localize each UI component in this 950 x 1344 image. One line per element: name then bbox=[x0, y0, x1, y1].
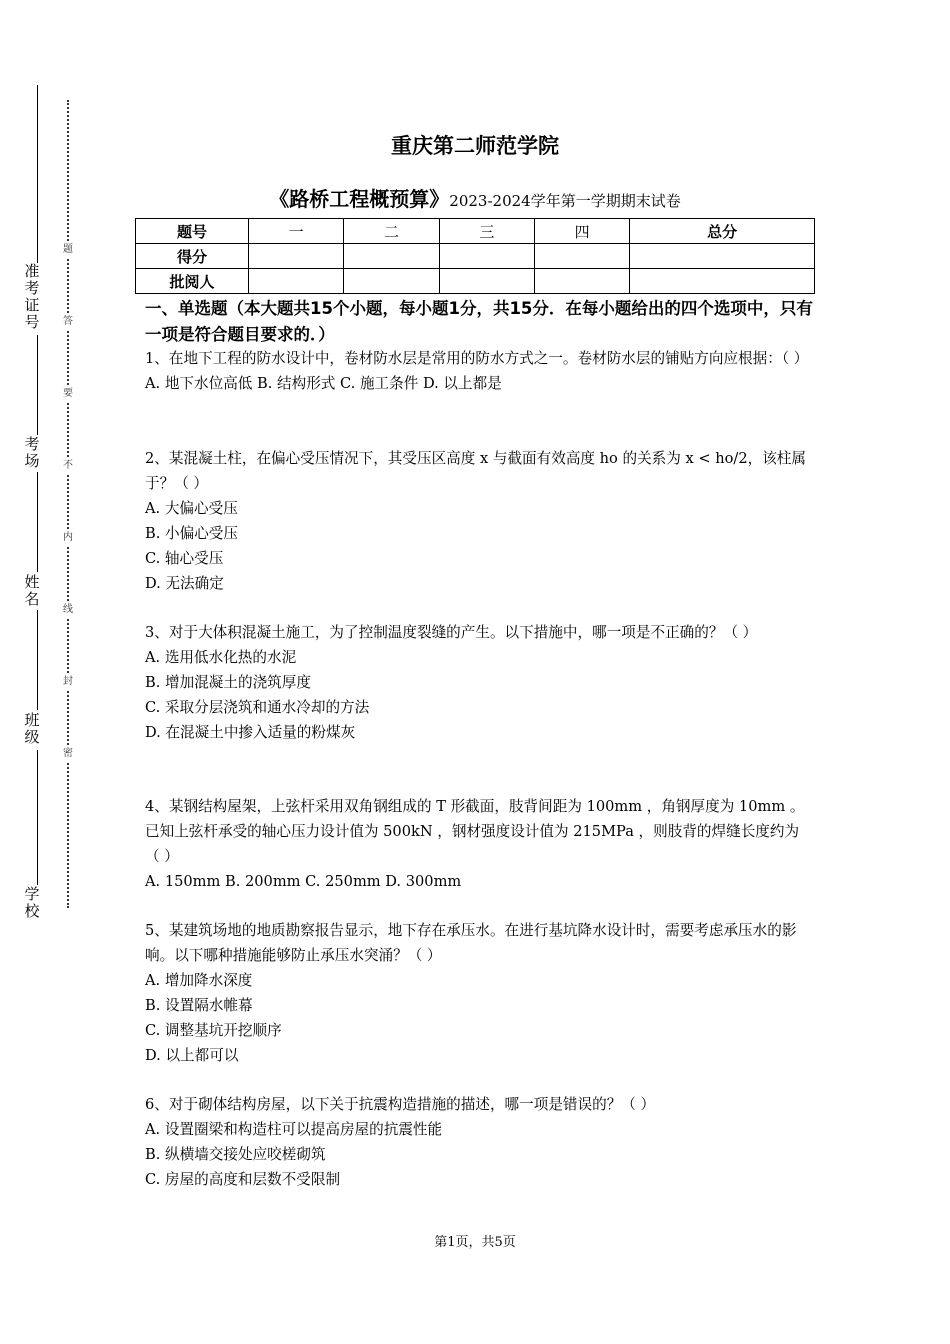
question-2 bbox=[145, 446, 810, 596]
course-name: 《路桥工程概预算》 bbox=[269, 187, 450, 211]
score-cell bbox=[344, 244, 439, 269]
seal-dotted-line bbox=[67, 100, 69, 908]
seal-char: 线 bbox=[60, 603, 76, 617]
question-option: B. 小偏心受压 bbox=[145, 525, 238, 542]
seal-char: 不 bbox=[60, 459, 76, 473]
question-stem: 3、对于大体积混凝土施工，为了控制温度裂缝的产生。以下措施中，哪一项是不正确的？（ ） bbox=[145, 624, 758, 641]
label-class: 班级 bbox=[24, 711, 40, 746]
question-stem: 2、某混凝土柱，在偏心受压情况下，其受压区高度 x 与截面有效高度 ho 的关系为 x < ho/2，该柱属于？（ ） bbox=[145, 450, 806, 492]
question-stem: 6、对于砌体结构房屋，以下关于抗震构造措施的描述，哪一项是错误的？（ ） bbox=[145, 1096, 656, 1113]
question-6 bbox=[145, 1092, 810, 1192]
binding-line-3 bbox=[37, 472, 38, 572]
question-option: B. 纵横墙交接处应咬槎砌筑 bbox=[145, 1146, 326, 1163]
seal-char: 要 bbox=[60, 387, 76, 401]
question-option: C. 调整基坑开挖顺序 bbox=[145, 1022, 282, 1039]
score-col-header: 二 bbox=[344, 219, 439, 244]
seal-char: 答 bbox=[60, 315, 76, 329]
seal-char: 密 bbox=[60, 747, 76, 761]
question-option: A. 大偏心受压 bbox=[145, 500, 238, 517]
question-option: B. 增加混凝土的浇筑厚度 bbox=[145, 674, 311, 691]
question-option: D. 在混凝土中掺入适量的粉煤灰 bbox=[145, 724, 356, 741]
question-3 bbox=[145, 620, 810, 745]
question-option: D. 以上都可以 bbox=[145, 1047, 239, 1064]
score-cell bbox=[534, 269, 629, 294]
binding-line-1 bbox=[37, 85, 38, 263]
score-row-label: 批阅人 bbox=[136, 269, 249, 294]
score-table bbox=[135, 218, 815, 294]
exam-term: 2023-2024学年第一学期期末试卷 bbox=[449, 192, 681, 210]
score-col-header: 总分 bbox=[630, 219, 815, 244]
question-option: C. 采取分层浇筑和通水冷却的方法 bbox=[145, 699, 370, 716]
score-cell bbox=[249, 244, 344, 269]
question-stem: 1、在地下工程的防水设计中，卷材防水层是常用的防水方式之一。卷材防水层的铺贴方向应根据：（ ） bbox=[145, 350, 809, 367]
question-option: C. 房屋的高度和层数不受限制 bbox=[145, 1171, 341, 1188]
label-exam-number: 准考证号 bbox=[24, 262, 40, 331]
question-option: C. 轴心受压 bbox=[145, 550, 224, 567]
score-col-header: 三 bbox=[439, 219, 534, 244]
binding-line-4 bbox=[37, 610, 38, 710]
score-table-row bbox=[136, 244, 815, 269]
seal-char: 封 bbox=[60, 675, 76, 689]
score-cell bbox=[439, 269, 534, 294]
score-cell bbox=[344, 269, 439, 294]
score-col-header: 题号 bbox=[136, 219, 249, 244]
score-cell bbox=[630, 269, 815, 294]
question-stem: 5、某建筑场地的地质勘察报告显示，地下存在承压水。在进行基坑降水设计时，需要考虑承压水的影响。以下哪种措施能够防止承压水突涌？（ ） bbox=[145, 922, 797, 964]
question-1 bbox=[145, 346, 810, 396]
question-option: A. 选用低水化热的水泥 bbox=[145, 649, 297, 666]
score-col-header: 一 bbox=[249, 219, 344, 244]
score-col-header: 四 bbox=[534, 219, 629, 244]
question-option: A. 增加降水深度 bbox=[145, 972, 253, 989]
label-name: 姓名 bbox=[24, 573, 40, 608]
section-heading: 一、单选题（本大题共15个小题，每小题1分，共15分．在每小题给出的四个选项中，只有一项是符合题目要求的．） bbox=[145, 299, 813, 344]
question-options: A. 150mm B. 200mm C. 250mm D. 300mm bbox=[145, 873, 462, 890]
question-option: D. 无法确定 bbox=[145, 575, 224, 592]
score-row-label: 得分 bbox=[136, 244, 249, 269]
question-4 bbox=[145, 794, 810, 894]
question-option: A. 设置圈梁和构造柱可以提高房屋的抗震性能 bbox=[145, 1121, 443, 1138]
label-exam-room: 考场 bbox=[24, 435, 40, 470]
score-cell bbox=[534, 244, 629, 269]
binding-line-2 bbox=[37, 335, 38, 435]
question-5 bbox=[145, 918, 810, 1068]
question-option: B. 设置隔水帷幕 bbox=[145, 997, 253, 1014]
question-options: A. 地下水位高低 B. 结构形式 C. 施工条件 D. 以上都是 bbox=[145, 375, 502, 392]
binding-line-5 bbox=[37, 750, 38, 885]
school-title: 重庆第二师范学院 bbox=[391, 134, 559, 158]
page-footer: 第1页，共5页 bbox=[434, 1235, 516, 1250]
seal-char: 内 bbox=[60, 531, 76, 545]
question-stem: 4、某钢结构屋架，上弦杆采用双角钢组成的 T 形截面，肢背间距为 100mm ，角钢厚度为 10mm 。已知上弦杆承受的轴心压力设计值为 500kN ，钢材强度设计值为 215MPa ，则肢背的焊缝长度约为（ ） bbox=[145, 798, 805, 865]
label-school: 学校 bbox=[24, 885, 40, 920]
score-cell bbox=[439, 244, 534, 269]
seal-char: 题 bbox=[60, 243, 76, 257]
score-cell bbox=[630, 244, 815, 269]
exam-subtitle bbox=[0, 183, 950, 212]
score-table-row bbox=[136, 269, 815, 294]
score-table-header-row bbox=[136, 219, 815, 244]
score-cell bbox=[249, 269, 344, 294]
